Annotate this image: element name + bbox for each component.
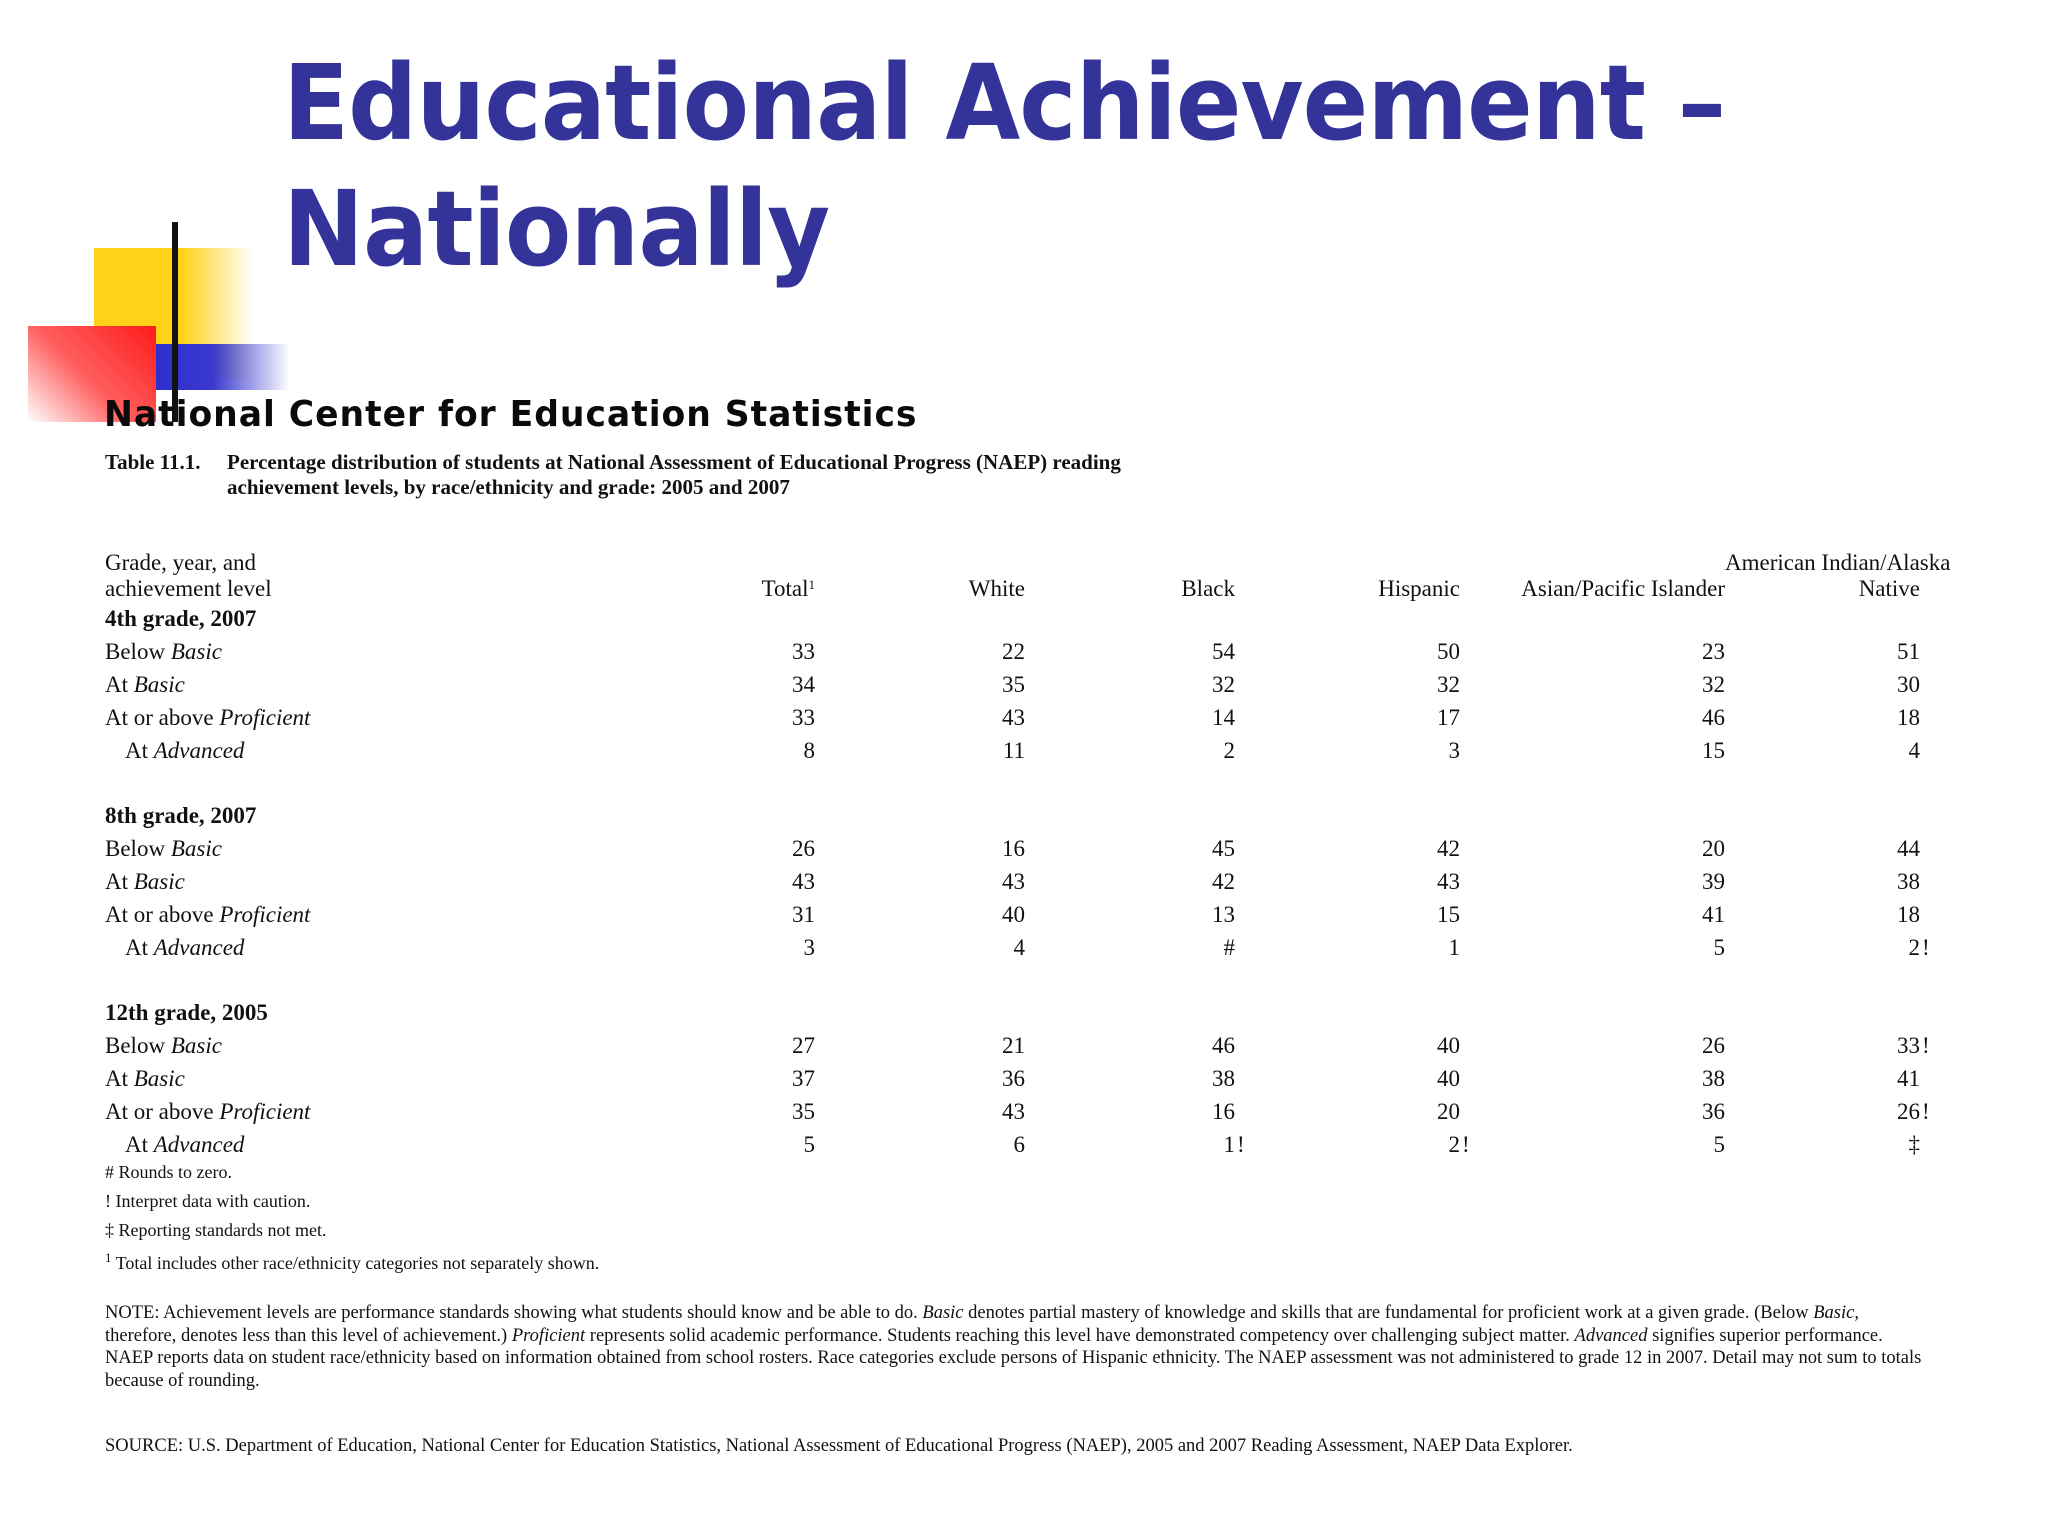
cell-black: 13 bbox=[1212, 902, 1235, 927]
section-title: 8th grade, 2007 bbox=[105, 803, 257, 828]
cell-black: # bbox=[1223, 935, 1235, 960]
cell-asian-pacific-islander: 36 bbox=[1702, 1099, 1725, 1124]
cell-white: 43 bbox=[1002, 869, 1025, 894]
source-organization-heading: National Center for Education Statistics bbox=[104, 394, 918, 435]
cell-american-indian-alaska-native: 41 bbox=[1897, 1066, 1920, 1091]
cell-asian-pacific-islander: 38 bbox=[1702, 1066, 1725, 1091]
cell-white: 36 bbox=[1002, 1066, 1025, 1091]
table-row bbox=[105, 865, 1920, 898]
cell-white: 6 bbox=[1013, 1132, 1025, 1157]
cell-total: 5 bbox=[803, 1132, 815, 1157]
cell-white: 21 bbox=[1002, 1033, 1025, 1058]
table-row bbox=[105, 1029, 1920, 1062]
decorative-vertical-line bbox=[172, 222, 178, 422]
row-label: At Advanced bbox=[125, 935, 245, 960]
cell-total: 8 bbox=[803, 738, 815, 763]
cell-american-indian-alaska-native: 4 bbox=[1908, 738, 1920, 763]
section-header-row bbox=[105, 799, 1920, 832]
table-row bbox=[105, 635, 1920, 668]
table-row bbox=[105, 898, 1920, 931]
cell-black: 14 bbox=[1212, 705, 1235, 730]
cell-hispanic: 3 bbox=[1448, 738, 1460, 763]
cell-asian-pacific-islander: 15 bbox=[1702, 738, 1725, 763]
cell-total: 26 bbox=[792, 836, 815, 861]
table-note: NOTE: Achievement levels are performance standards showing what students should know and be able to do. Basic denotes partial mastery of knowledge and skills that are fundamental for proficient work at a given grade. (Below Basic, therefore, denotes less than this level of achievement.) Proficient represents solid academic performance. Students reaching this level have demonstrated competency over challenging subject matter. Advanced signifies superior performance. NAEP reports data on student race/ethnicity based on information obtained from school rosters. Race categories exclude persons of Hispanic ethnicity. The NAEP assessment was not administered to grade 12 in 2007. Detail may not sum to totals because of rounding. bbox=[105, 1303, 1922, 1391]
cell-total: 3 bbox=[803, 935, 815, 960]
cell-american-indian-alaska-native: 51 bbox=[1897, 639, 1920, 664]
header-total: Total$^1$ bbox=[761, 576, 815, 601]
cell-hispanic: 43 bbox=[1437, 869, 1460, 894]
cell-american-indian-alaska-native: 2! bbox=[1908, 935, 1930, 960]
cell-asian-pacific-islander: 39 bbox=[1702, 869, 1725, 894]
cell-black: 1! bbox=[1223, 1132, 1245, 1157]
cell-asian-pacific-islander: 20 bbox=[1702, 836, 1725, 861]
cell-white: 35 bbox=[1002, 672, 1025, 697]
cell-black: 54 bbox=[1212, 639, 1235, 664]
cell-hispanic: 40 bbox=[1437, 1033, 1460, 1058]
table-footnotes bbox=[105, 1158, 599, 1278]
section-spacer bbox=[105, 767, 1920, 799]
cell-american-indian-alaska-native: 18 bbox=[1897, 902, 1920, 927]
cell-total: 34 bbox=[792, 672, 815, 697]
cell-asian-pacific-islander: 5 bbox=[1713, 935, 1725, 960]
table-row bbox=[105, 1128, 1920, 1161]
cell-asian-pacific-islander: 32 bbox=[1702, 672, 1725, 697]
cell-white: 43 bbox=[1002, 705, 1025, 730]
header-american-indian-alaska-native: American Indian/Alaska Native bbox=[1725, 550, 1951, 601]
table-row bbox=[105, 931, 1920, 964]
header-white: White bbox=[968, 576, 1025, 601]
table-row bbox=[105, 668, 1920, 701]
table-title: Percentage distribution of students at National Assessment of Educational Progress (NAEP) reading achievement levels, by race/ethnicity and grade: 2005 and 2007 bbox=[227, 450, 1121, 499]
row-label: Below Basic bbox=[105, 836, 222, 861]
cell-total: 37 bbox=[792, 1066, 815, 1091]
cell-american-indian-alaska-native: 44 bbox=[1897, 836, 1920, 861]
cell-hispanic: 40 bbox=[1437, 1066, 1460, 1091]
cell-black: 32 bbox=[1212, 672, 1235, 697]
table-row bbox=[105, 832, 1920, 865]
table-row bbox=[105, 1095, 1920, 1128]
row-label: At Advanced bbox=[125, 738, 245, 763]
cell-hispanic: 2! bbox=[1448, 1132, 1470, 1157]
header-grade-level: Grade, year, and achievement level bbox=[105, 550, 272, 601]
cell-hispanic: 32 bbox=[1437, 672, 1460, 697]
cell-asian-pacific-islander: 26 bbox=[1702, 1033, 1725, 1058]
cell-american-indian-alaska-native: 18 bbox=[1897, 705, 1920, 730]
row-label: At or above Proficient bbox=[105, 902, 311, 927]
cell-total: 31 bbox=[792, 902, 815, 927]
cell-american-indian-alaska-native: ‡ bbox=[1908, 1132, 1920, 1157]
table-row bbox=[105, 1062, 1920, 1095]
cell-total: 33 bbox=[792, 639, 815, 664]
table-row bbox=[105, 734, 1920, 767]
cell-black: 16 bbox=[1212, 1099, 1235, 1124]
cell-asian-pacific-islander: 41 bbox=[1702, 902, 1725, 927]
table-number: Table 11.1. bbox=[105, 450, 201, 474]
cell-hispanic: 42 bbox=[1437, 836, 1460, 861]
cell-american-indian-alaska-native: 30 bbox=[1897, 672, 1920, 697]
section-title: 12th grade, 2005 bbox=[105, 1000, 268, 1025]
cell-total: 27 bbox=[792, 1033, 815, 1058]
section-header-row bbox=[105, 602, 1920, 635]
cell-hispanic: 17 bbox=[1437, 705, 1460, 730]
cell-asian-pacific-islander: 5 bbox=[1713, 1132, 1725, 1157]
cell-total: 35 bbox=[792, 1099, 815, 1124]
cell-white: 16 bbox=[1002, 836, 1025, 861]
cell-hispanic: 1 bbox=[1448, 935, 1460, 960]
slide-title-line-2: Nationally bbox=[283, 168, 830, 290]
slide-title-line-1: Educational Achievement – bbox=[283, 42, 1726, 164]
table-row bbox=[105, 701, 1920, 734]
header-black: Black bbox=[1181, 576, 1235, 601]
table-header-row bbox=[105, 544, 1920, 602]
cell-hispanic: 15 bbox=[1437, 902, 1460, 927]
row-label: At or above Proficient bbox=[105, 1099, 311, 1124]
slide-title bbox=[283, 40, 1725, 292]
row-label: At Basic bbox=[105, 672, 185, 697]
footnote-rounds-to-zero: # Rounds to zero. bbox=[105, 1162, 232, 1182]
cell-black: 42 bbox=[1212, 869, 1235, 894]
cell-american-indian-alaska-native: 38 bbox=[1897, 869, 1920, 894]
section-header-row bbox=[105, 996, 1920, 1029]
table-body bbox=[105, 602, 1930, 1161]
header-asian-pacific-islander: Asian/Pacific Islander bbox=[1521, 576, 1725, 601]
table-source: SOURCE: U.S. Department of Education, National Center for Education Statistics, National Assessment of Educational Progress (NAEP), 2005 and 2007 Reading Assessment, NAEP Data Explorer. bbox=[105, 1436, 1573, 1456]
cell-white: 43 bbox=[1002, 1099, 1025, 1124]
cell-american-indian-alaska-native: 26! bbox=[1897, 1099, 1930, 1124]
cell-hispanic: 50 bbox=[1437, 639, 1460, 664]
footnote-interpret-with-caution: ! Interpret data with caution. bbox=[105, 1191, 311, 1211]
achievement-table bbox=[105, 544, 1951, 1161]
cell-white: 40 bbox=[1002, 902, 1025, 927]
cell-black: 38 bbox=[1212, 1066, 1235, 1091]
cell-white: 11 bbox=[1002, 738, 1025, 763]
row-label: At Basic bbox=[105, 869, 185, 894]
row-label: Below Basic bbox=[105, 1033, 222, 1058]
cell-total: 33 bbox=[792, 705, 815, 730]
cell-black: 45 bbox=[1212, 836, 1235, 861]
cell-american-indian-alaska-native: 33! bbox=[1897, 1033, 1930, 1058]
cell-white: 4 bbox=[1013, 935, 1025, 960]
row-label: At or above Proficient bbox=[105, 705, 311, 730]
section-spacer bbox=[105, 964, 1920, 996]
footnote-standards-not-met: ‡ Reporting standards not met. bbox=[105, 1220, 327, 1240]
cell-black: 46 bbox=[1212, 1033, 1235, 1058]
row-label: At Basic bbox=[105, 1066, 185, 1091]
decorative-blue-block bbox=[150, 344, 290, 390]
cell-asian-pacific-islander: 46 bbox=[1702, 705, 1725, 730]
cell-hispanic: 20 bbox=[1437, 1099, 1460, 1124]
footnote-total-definition: $^1$ Total includes other race/ethnicity categories not separately shown. bbox=[105, 1250, 600, 1273]
cell-total: 43 bbox=[792, 869, 815, 894]
cell-black: 2 bbox=[1223, 738, 1235, 763]
row-label: Below Basic bbox=[105, 639, 222, 664]
cell-asian-pacific-islander: 23 bbox=[1702, 639, 1725, 664]
row-label: At Advanced bbox=[125, 1132, 245, 1157]
section-title: 4th grade, 2007 bbox=[105, 606, 257, 631]
cell-white: 22 bbox=[1002, 639, 1025, 664]
header-hispanic: Hispanic bbox=[1378, 576, 1460, 601]
